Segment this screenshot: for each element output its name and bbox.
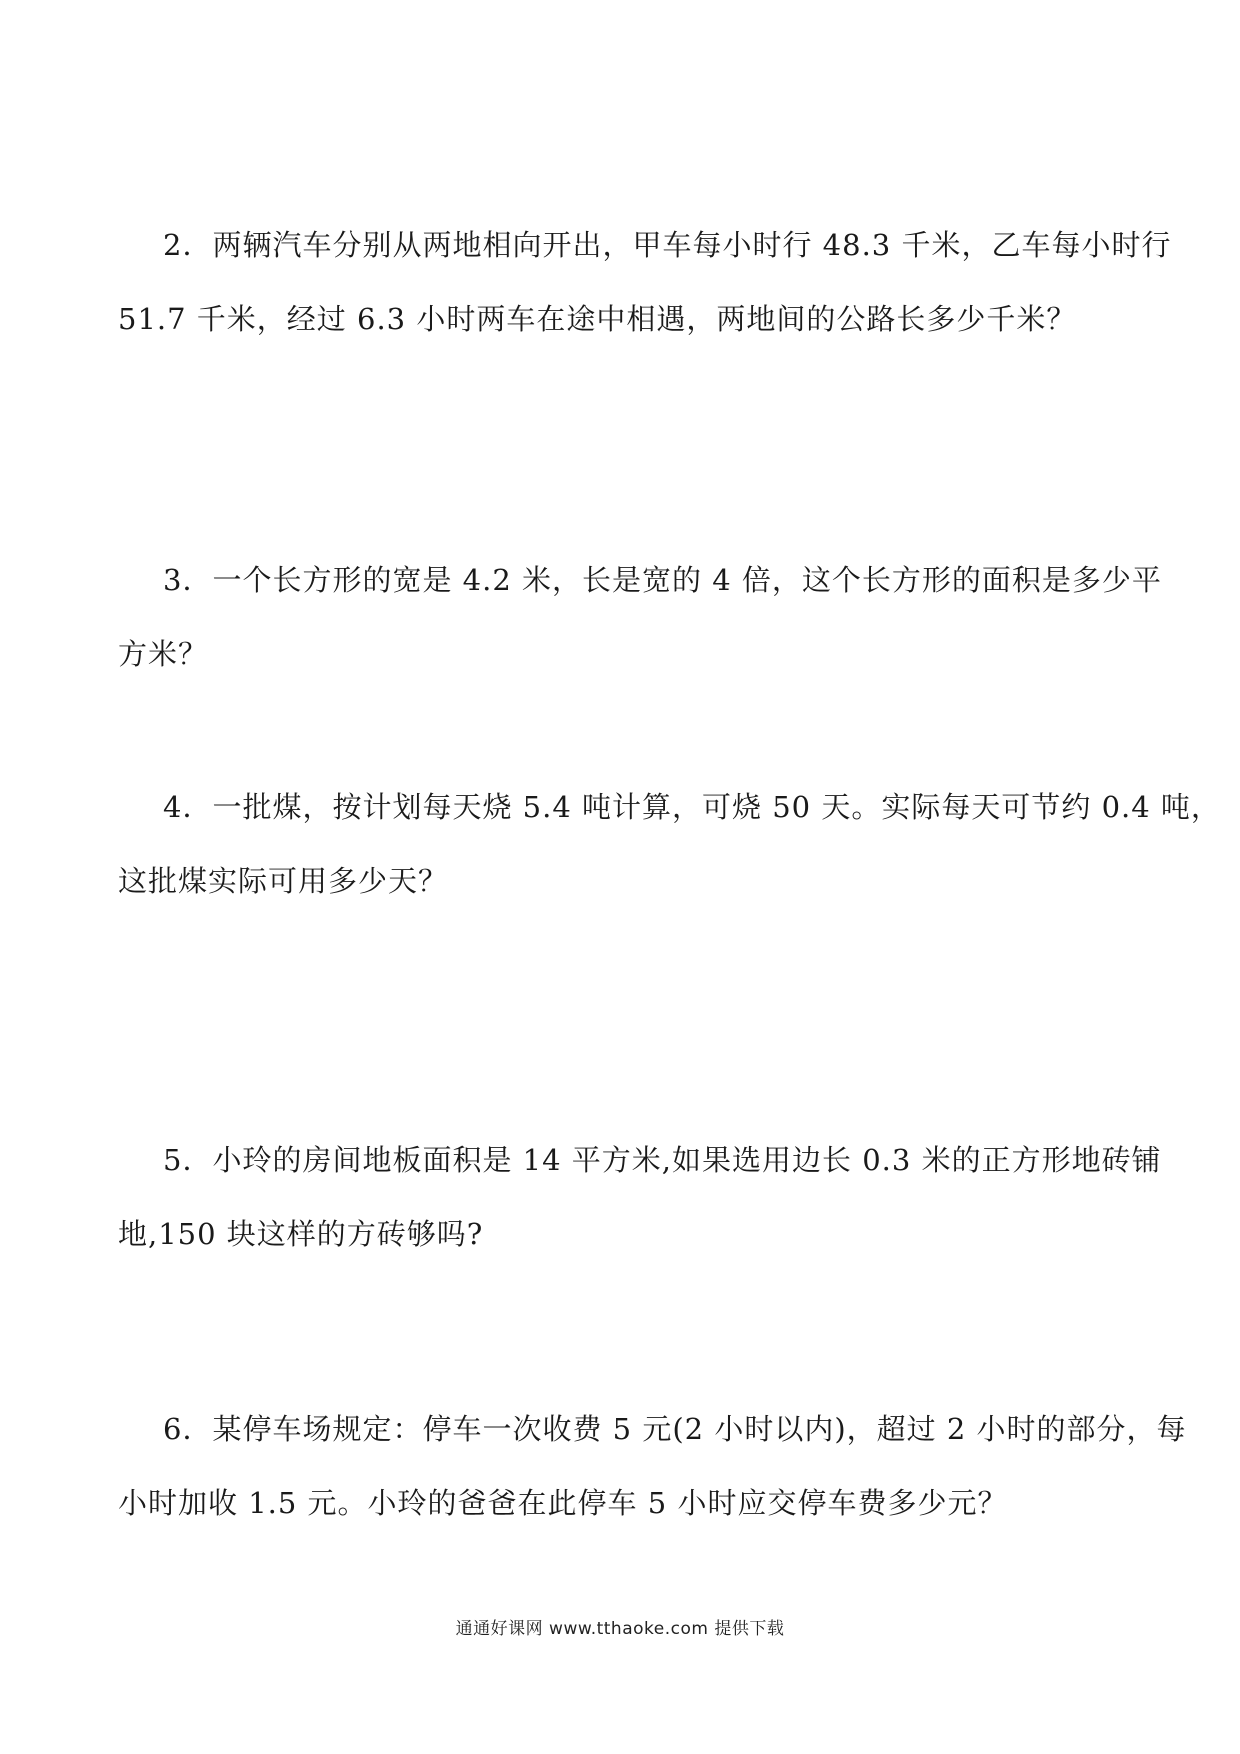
problem-6-line-2: 小时加收 1.5 元。小玲的爸爸在此停车 5 小时应交停车费多少元？	[118, 1486, 1008, 1520]
problem-3	[118, 543, 1162, 691]
problem-2-line-1: 2．两辆汽车分别从两地相向开出，甲车每小时行 48.3 千米，乙车每小时行	[163, 228, 1172, 262]
problem-3-line-2: 方米？	[118, 637, 209, 671]
problem-2	[118, 208, 1172, 356]
problem-6-line-1: 6．某停车场规定：停车一次收费 5 元(2 小时以内)，超过 2 小时的部分，每	[163, 1412, 1187, 1446]
problem-5-line-2: 地,150 块这样的方砖够吗?	[118, 1217, 484, 1251]
problem-4	[118, 770, 1221, 918]
problem-3-line-1: 3．一个长方形的宽是 4.2 米，长是宽的 4 倍，这个长方形的面积是多少平	[163, 563, 1162, 597]
problem-6	[118, 1392, 1187, 1540]
problem-4-line-1: 4．一批煤，按计划每天烧 5.4 吨计算，可烧 50 天。实际每天可节约 0.4 吨，	[163, 790, 1221, 824]
problem-5	[118, 1123, 1162, 1271]
problem-2-line-2: 51.7 千米，经过 6.3 小时两车在途中相遇，两地间的公路长多少千米？	[118, 302, 1077, 336]
problem-5-line-1: 5．小玲的房间地板面积是 14 平方米,如果选用边长 0.3 米的正方形地砖铺	[163, 1143, 1162, 1177]
footer-source-note: 通通好课网 www.tthaoke.com 提供下载	[455, 1619, 785, 1639]
problem-4-line-2: 这批煤实际可用多少天？	[118, 864, 449, 898]
